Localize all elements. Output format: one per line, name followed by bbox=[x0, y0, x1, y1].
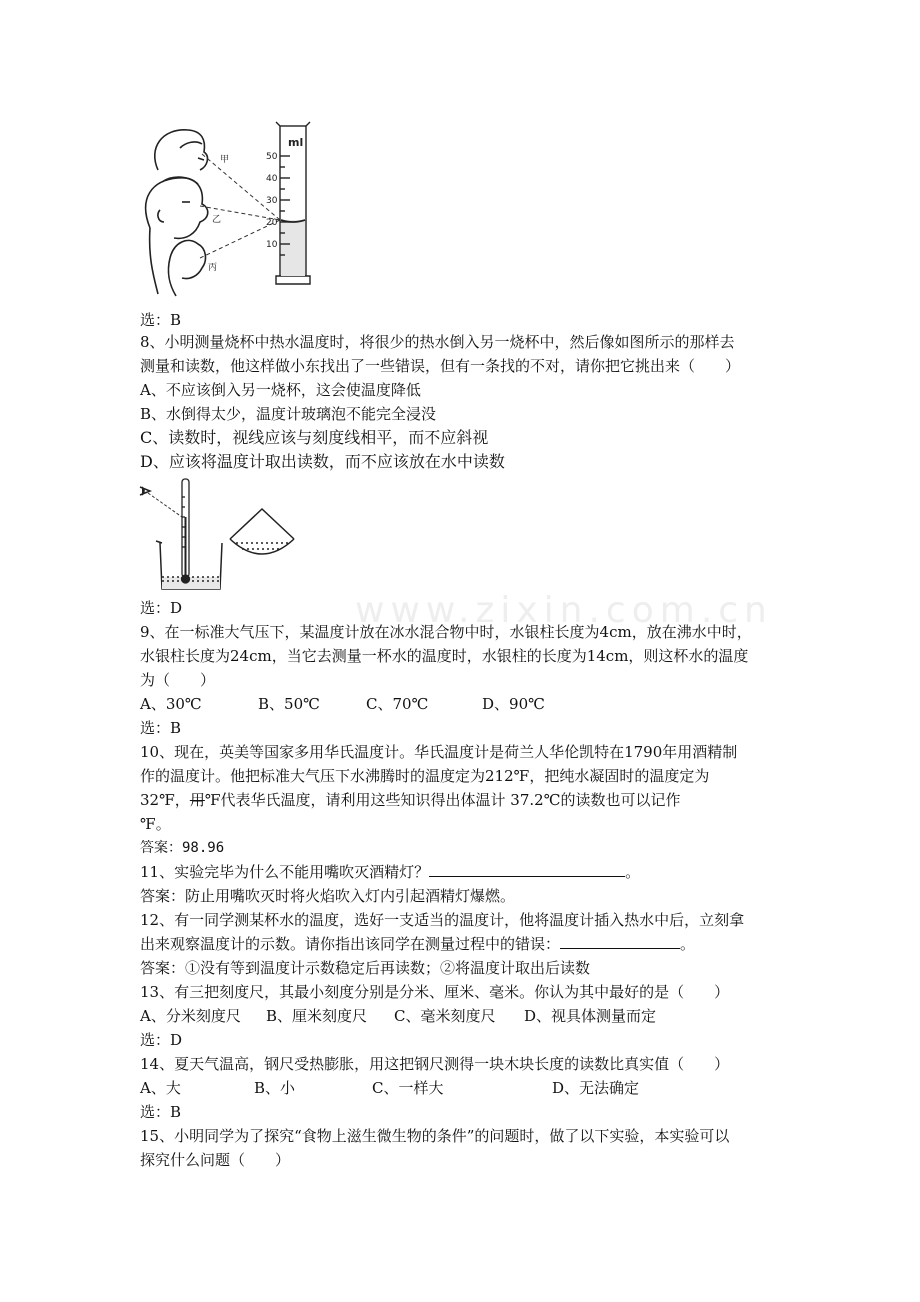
question-12: 12、有一同学测某杯水的温度，选好一支适当的温度计，他将温度计插入热水中后，立刻拿 bbox=[140, 911, 745, 929]
answer-9: 选：B bbox=[140, 719, 182, 737]
cup bbox=[230, 509, 294, 554]
viewer-label-yi: 乙 bbox=[212, 215, 222, 225]
question-8-line2: 测量和读数，他这样做小东找出了一些错误，但有一条找的不对，请你把它挑出来（ ） bbox=[140, 357, 741, 375]
question-10-line3 bbox=[140, 790, 681, 810]
q9-option-a: A、30℃ bbox=[140, 695, 202, 713]
question-9-line3: 为（ ） bbox=[140, 671, 216, 689]
cylinder-unit: ml bbox=[288, 136, 304, 149]
question-12-line2 bbox=[140, 934, 695, 954]
viewer-label-bing: 丙 bbox=[208, 263, 218, 273]
question-9-options bbox=[140, 694, 545, 714]
cylinder-reading-figure bbox=[140, 118, 315, 302]
q12-text: 出来观察温度计的示数。请你指出该同学在测量过程中的错误： bbox=[140, 935, 561, 953]
tick-10: 10 bbox=[266, 240, 278, 250]
q10-text-pre: 32℉， bbox=[140, 791, 190, 809]
viewer-head-bing bbox=[168, 240, 205, 296]
viewer-label-jia: 甲 bbox=[220, 155, 230, 165]
thermometer bbox=[182, 479, 190, 583]
question-13-options bbox=[140, 1006, 656, 1026]
q10-struck-text: 用 bbox=[189, 791, 205, 809]
q13-option-b: B、厘米刻度尺 bbox=[266, 1007, 368, 1025]
q11-end: 。 bbox=[625, 863, 641, 881]
answer-13: 选：D bbox=[140, 1031, 183, 1049]
q14-option-d: D、无法确定 bbox=[552, 1079, 640, 1097]
q14-option-b: B、小 bbox=[254, 1079, 296, 1097]
tick-30: 30 bbox=[266, 196, 278, 206]
q14-option-a: A、大 bbox=[140, 1079, 181, 1097]
question-15: 15、小明同学为了探究“食物上滋生微生物的条件”的问题时，做了以下实验，本实验可以 bbox=[140, 1127, 730, 1145]
question-8-option-a: A、不应该倒入另一烧杯，这会使温度降低 bbox=[140, 381, 421, 399]
question-10-line4: ℉。 bbox=[140, 815, 171, 833]
tick-40: 40 bbox=[266, 174, 278, 184]
q13-option-a: A、分米刻度尺 bbox=[140, 1007, 241, 1025]
question-8-option-c: C、读数时，视线应该与刻度线相平，而不应斜视 bbox=[140, 428, 489, 447]
question-10: 10、现在，英美等国家多用华氏温度计。华氏温度计是荷兰人华伦凯特在1790年用酒精制 bbox=[140, 743, 738, 761]
viewer-head-jia bbox=[155, 130, 208, 170]
question-8-option-d: D、应该将温度计取出读数，而不应该放在水中读数 bbox=[140, 452, 505, 471]
tick-50: 50 bbox=[266, 152, 278, 162]
q10-text-post: ℉代表华氏温度，请利用这些知识得出体温计 37.2℃的读数也可以记作 bbox=[204, 791, 681, 809]
question-11 bbox=[140, 862, 640, 882]
thermometer-beaker-figure bbox=[138, 477, 318, 595]
q12-answer-blank[interactable] bbox=[560, 934, 680, 949]
q13-option-d: D、视具体测量而定 bbox=[524, 1007, 657, 1025]
answer-7: 选：B bbox=[140, 311, 182, 329]
viewer-head-yi bbox=[146, 177, 208, 294]
q13-option-c: C、毫米刻度尺 bbox=[394, 1007, 496, 1025]
question-14-options bbox=[140, 1078, 639, 1098]
watermark: www.zixin.com.cn bbox=[355, 590, 773, 631]
q9-option-c: C、70℃ bbox=[366, 695, 429, 713]
q9-option-b: B、50℃ bbox=[258, 695, 320, 713]
question-10-line2: 作的温度计。他把标准大气压下水沸腾时的温度定为212℉，把纯水凝固时的温度定为 bbox=[140, 767, 710, 785]
answer-8: 选：D bbox=[140, 599, 183, 617]
answer-10: 答案：98.96 bbox=[140, 840, 225, 856]
q9-option-d: D、90℃ bbox=[482, 695, 545, 713]
question-8-option-b: B、水倒得太少，温度计玻璃泡不能完全浸没 bbox=[140, 405, 437, 423]
answer-11: 答案：防止用嘴吹灭时将火焰吹入灯内引起酒精灯爆燃。 bbox=[140, 887, 516, 905]
answer-14: 选：B bbox=[140, 1103, 182, 1121]
answer-12: 答案：①没有等到温度计示数稳定后再读数；②将温度计取出后读数 bbox=[140, 959, 591, 977]
question-9-line2: 水银柱长度为24cm，当它去测量一杯水的温度时，水银柱的长度为14cm，则这杯水的温度 bbox=[140, 647, 749, 665]
question-9: 9、在一标准大气压下，某温度计放在冰水混合物中时，水银柱长度为4cm，放在沸水中时， bbox=[140, 623, 752, 641]
q14-option-c: C、一样大 bbox=[372, 1079, 444, 1097]
question-15-line2: 探究什么问题（ ） bbox=[140, 1151, 291, 1169]
q12-end: 。 bbox=[680, 935, 696, 953]
question-14: 14、夏天气温高，钢尺受热膨胀，用这把钢尺测得一块木块长度的读数比真实值（ ） bbox=[140, 1055, 730, 1073]
sight-line bbox=[148, 493, 182, 517]
question-13: 13、有三把刻度尺，其最小刻度分别是分米、厘米、毫米。你认为其中最好的是（ ） bbox=[140, 983, 730, 1001]
question-8: 8、小明测量烧杯中热水温度时，将很少的热水倒入另一烧杯中，然后像如图所示的那样去 bbox=[140, 333, 735, 351]
q11-text: 11、实验完毕为什么不能用嘴吹灭酒精灯？ bbox=[140, 863, 430, 881]
q11-answer-blank[interactable] bbox=[429, 862, 625, 877]
tick-20: 20 bbox=[266, 218, 278, 228]
